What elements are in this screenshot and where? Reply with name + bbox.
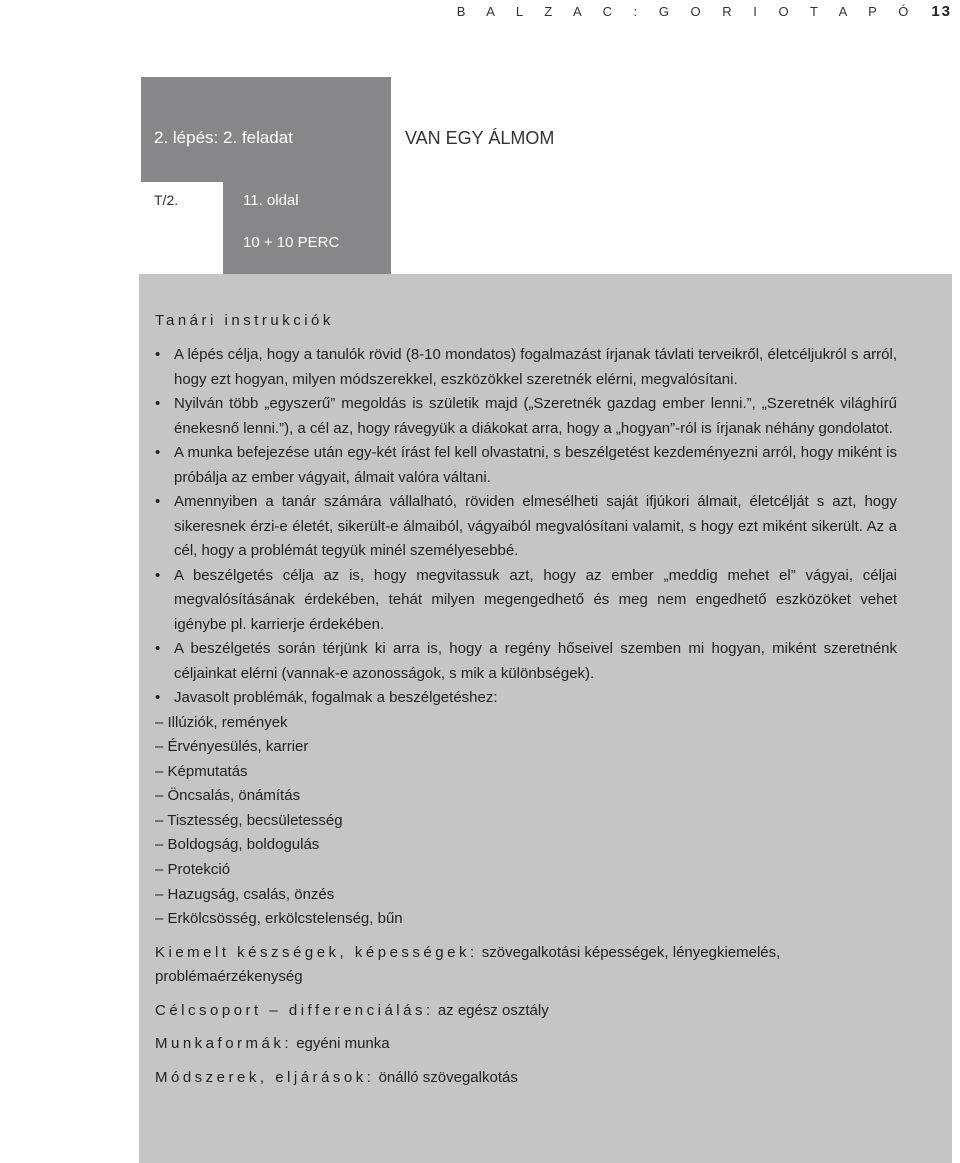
methods-line	[155, 1066, 897, 1091]
task-title: VAN EGY ÁLMOM	[405, 128, 555, 148]
target-group-line	[155, 999, 897, 1024]
skills-line	[155, 941, 897, 990]
bullet-item: • A beszélgetés során térjünk ki arra is, hogy a regény hőseivel szemben mi hogyan, miként szeretnénk céljainkat elérni (vannak-e azonosságok, s mik a különbségek).	[155, 637, 897, 686]
page-reference: 11. oldal	[243, 192, 299, 209]
step-label: 2. lépés: 2. feladat	[154, 128, 293, 147]
running-title: B A L Z A C : G O R I O T A P Ó	[456, 3, 918, 19]
running-head	[457, 0, 960, 22]
topic-item: – Érvényesülés, karrier	[155, 738, 309, 756]
instructions-content	[155, 312, 897, 1090]
topic-item: – Képmutatás	[155, 762, 248, 780]
bullet-item: • Amennyiben a tanár számára vállalható, röviden elmesélheti saját ifjúkori álmait, életcélját s azt, hogy sikeresnek érzi-e életét, sikerült-e álmaiból, vágyaiból megvalósítani valamit, s hogy ezt miként sikerült. Az a cél, hogy a problémát tegyük minél személyesebbé.	[155, 490, 897, 564]
work-forms-label: Munkaformák:	[155, 1035, 293, 1053]
target-group-value: az egész osztály	[437, 1001, 549, 1019]
instructions-heading: Tanári instrukciók	[155, 312, 334, 329]
work-forms-line	[155, 1032, 897, 1057]
bullet-item: • A beszélgetés célja az is, hogy megvitassuk azt, hogy az ember „meddig mehet el” vágyai, céljai megvalósításának érdekében, tehát milyen megengedhető és meg nem engedhető eszközöket vehet igénybe pl. karrierje érdekében.	[155, 564, 897, 638]
topic-item: – Tisztesség, becsületesség	[155, 811, 343, 829]
bullet-item: • Javasolt problémák, fogalmak a beszélgetéshez:	[155, 686, 897, 711]
target-group-label: Célcsoport – differenciálás:	[155, 1001, 434, 1019]
topic-item: – Illúziók, remények	[155, 713, 288, 731]
bullet-item: • Nyilván több „egyszerű” megoldás is születik majd („Szeretnék gazdag ember lenni.”, „Szeretnék világhírű énekesnő lenni.”), a cél az, hogy rávegyük a diákokat arra, hogy a „hogyan”-ról is írjanak néhány gondolatot.	[155, 392, 897, 441]
transparency-label: T/2.	[154, 192, 179, 208]
topic-item: – Öncsalás, önámítás	[155, 787, 301, 805]
duration: 10 + 10 PERC	[243, 234, 340, 251]
methods-value: önálló szövegalkotás	[378, 1068, 518, 1086]
topic-item: – Erkölcsösség, erkölcstelenség, bűn	[155, 910, 403, 928]
bullet-item: • A lépés célja, hogy a tanulók rövid (8-10 mondatos) fogalmazást írjanak távlati terveikről, életcéljukról s arról, hogy ezt hogyan, milyen módszerekkel, eszközökkel szeretnék elérni, megvalósítani.	[155, 343, 897, 392]
page-number: 13	[931, 2, 952, 20]
instructions-box	[139, 274, 952, 1163]
skills-value: szövegalkotási képességek, lényegkiemelés, problémaérzékenység	[155, 943, 781, 986]
methods-label: Módszerek, eljárások:	[155, 1068, 375, 1086]
work-forms-value: egyéni munka	[296, 1035, 390, 1053]
topic-item: – Hazugság, csalás, önzés	[155, 885, 335, 903]
topic-item: – Protekció	[155, 861, 231, 879]
topic-item: – Boldogság, boldogulás	[155, 836, 320, 854]
skills-label: Kiemelt készségek, képességek:	[155, 943, 478, 961]
bullet-item: • A munka befejezése után egy-két írást fel kell olvastatni, s beszélgetést kezdeményezni arról, hogy miként is próbálja az ember vágyait, álmait valóra váltani.	[155, 441, 897, 490]
instruction-bullets	[155, 343, 897, 711]
topic-list	[155, 711, 897, 932]
